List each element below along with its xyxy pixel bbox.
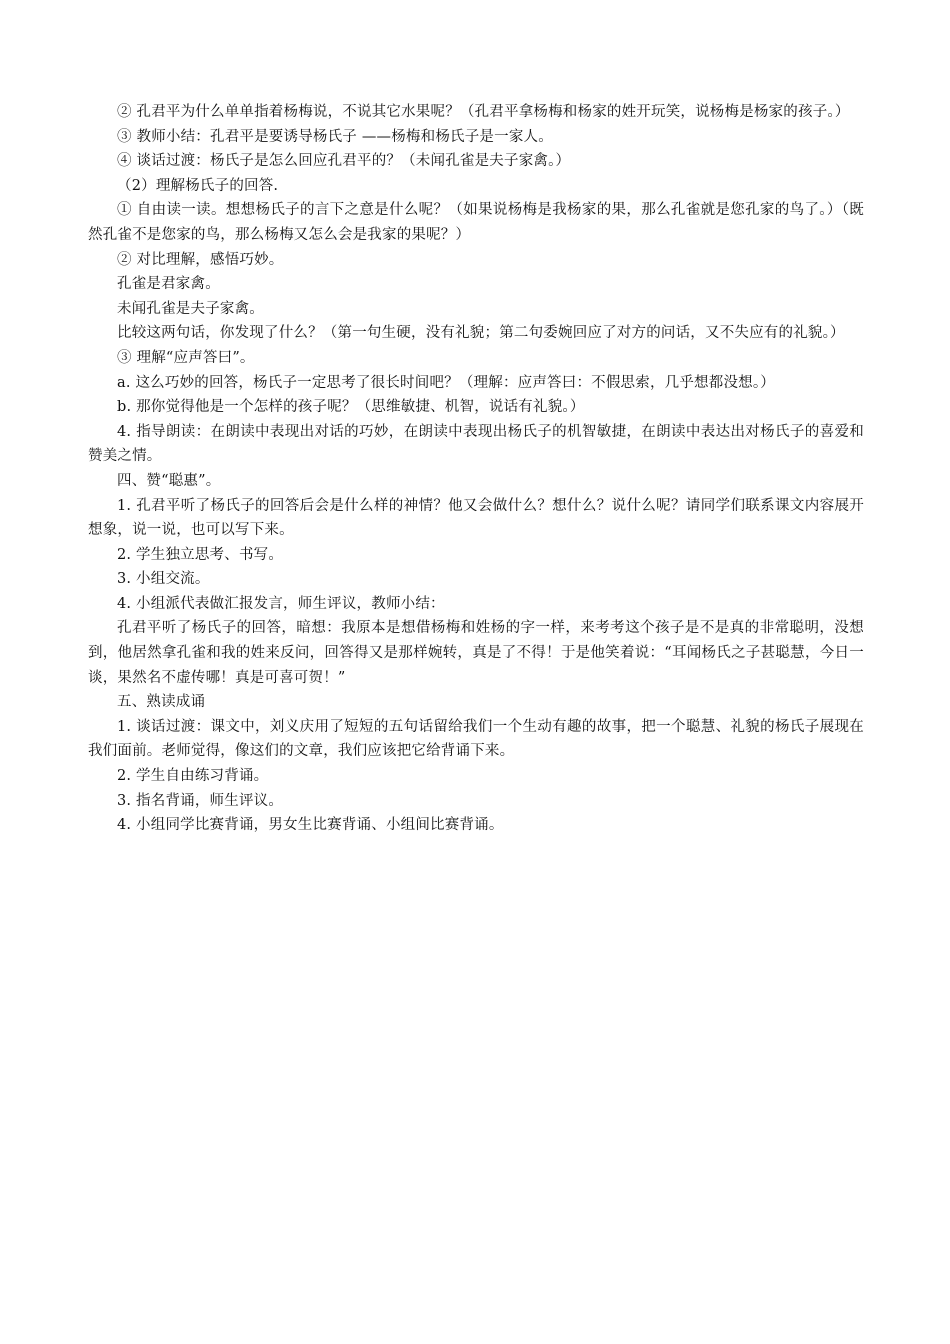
document-body [88,100,864,838]
paragraph: 未闻孔雀是夫子家禽。 [117,300,264,317]
paragraph: 孔君平听了杨氏子的回答，暗想：我原本是想借杨梅和姓杨的字一样，来考考这个孩子是不是真的非常聪明，没想到，他居然拿孔雀和我的姓来反问，回答得又是那样婉转，真是了不得！于是他笑着说：“耳闻杨氏之子甚聪慧，今日一谈，果然名不虚传哪！真是可喜可贺！” [88,620,864,686]
paragraph: ③ 理解“应声答曰”。 [117,349,255,366]
paragraph: 2. 学生自由练习背诵。 [117,768,269,785]
paragraph: （2）理解杨氏子的回答. [117,177,279,194]
paragraph: ④ 谈话过渡：杨氏子是怎么回应孔君平的？（未闻孔雀是夫子家禽。） [117,153,571,170]
section-heading: 五、熟读成诵 [117,694,206,711]
paragraph: 比较这两句话，你发现了什么？（第一句生硬，没有礼貌；第二句委婉回应了对方的问话，又不失应有的礼貌。） [117,325,845,342]
paragraph: 2. 学生独立思考、书写。 [117,546,284,563]
paragraph: 孔雀是君家禽。 [117,276,220,293]
paragraph: 1. 谈话过渡：课文中，刘义庆用了短短的五句话留给我们一个生动有趣的故事，把一个聪慧、礼貌的杨氏子展现在我们面前。老师觉得，像这们的文章，我们应该把它给背诵下来。 [88,718,864,760]
paragraph: 3. 指名背诵，师生评议。 [117,792,284,809]
paragraph: 4. 指导朗读：在朗读中表现出对话的巧妙，在朗读中表现出杨氏子的机智敏捷，在朗读中表达出对杨氏子的喜爱和赞美之情。 [88,423,864,465]
paragraph: b. 那你觉得他是一个怎样的孩子呢？（思维敏捷、机智，说话有礼貌。） [117,399,585,416]
paragraph: ② 孔君平为什么单单指着杨梅说，不说其它水果呢？（孔君平拿杨梅和杨家的姓开玩笑，说杨梅是杨家的孩子。） [117,104,850,120]
paragraph: 4. 小组同学比赛背诵，男女生比赛背诵、小组间比赛背诵。 [117,817,504,834]
paragraph: a. 这么巧妙的回答，杨氏子一定思考了很长时间吧？（理解：应声答曰：不假思索，几乎想都没想。） [117,374,776,391]
paragraph: ③ 教师小结：孔君平是要诱导杨氏子 ——杨梅和杨氏子是一家人。 [117,128,553,145]
paragraph: ① 自由读一读。想想杨氏子的言下之意是什么呢？（如果说杨梅是我杨家的果，那么孔雀就是您孔家的鸟了。）（既然孔雀不是您家的鸟，那么杨梅又怎么会是我家的果呢？） [88,202,864,243]
paragraph: ② 对比理解，感悟巧妙。 [117,251,284,268]
paragraph: 1. 孔君平听了杨氏子的回答后会是什么样的神情？他又会做什么？想什么？说什么呢？请同学们联系课文内容展开想象，说一说，也可以写下来。 [88,497,864,539]
paragraph: 4. 小组派代表做汇报发言，师生评议，教师小结： [117,595,445,612]
paragraph: 3. 小组交流。 [117,571,210,588]
section-heading: 四、赞“聪惠”。 [117,472,221,489]
